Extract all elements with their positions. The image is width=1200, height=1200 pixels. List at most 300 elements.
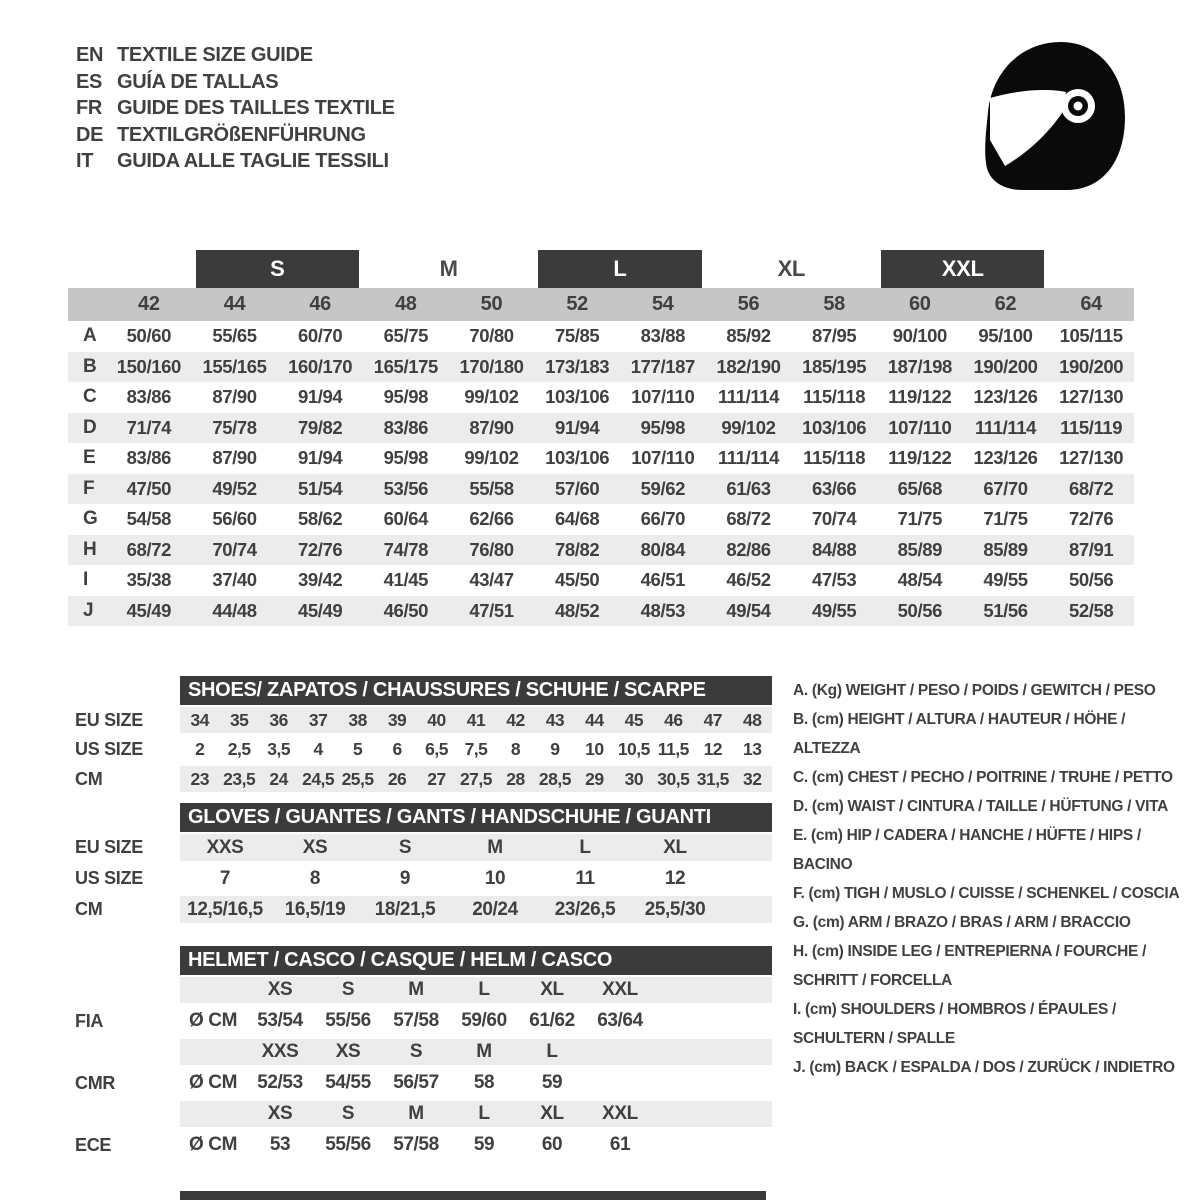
size-value-cell: 87/95	[812, 325, 857, 347]
section-value-cell: 25,5/30	[644, 898, 706, 920]
row-letter-label: H	[83, 538, 97, 560]
helmet-size-values	[180, 1101, 772, 1127]
size-value-cell: 160/170	[288, 355, 353, 377]
section-value-cell: 4	[313, 739, 323, 759]
size-table-row	[68, 596, 1134, 627]
size-value-cell: 83/86	[383, 416, 428, 438]
size-value-cell: 45/49	[126, 599, 171, 621]
size-value-cell: 55/58	[469, 477, 514, 499]
section-value-cell: 12,5/16,5	[187, 898, 263, 920]
section-value-cell: 35	[229, 709, 249, 730]
size-value-cell: 59/62	[640, 477, 685, 499]
size-value-cell: 49/55	[983, 569, 1028, 591]
size-group-label: L	[538, 250, 701, 288]
size-value-cell: 83/86	[126, 386, 171, 408]
size-value-cell: 80/84	[640, 538, 685, 560]
size-value-cell: 63/66	[812, 477, 857, 499]
helmet-size-label: M	[476, 1041, 492, 1062]
section-value-cell: 47	[703, 709, 723, 730]
size-value-cell: 41/45	[383, 569, 428, 591]
section-value-cell: 2,5	[227, 739, 251, 759]
size-table-row	[68, 535, 1134, 566]
shoes-section-title: SHOES/ ZAPATOS / CHAUSSURES / SCHUHE / SCARPE	[180, 676, 772, 705]
size-value-cell: 173/183	[545, 355, 610, 377]
size-value-cell: 43/47	[469, 569, 514, 591]
section-value-cell: L	[579, 836, 591, 858]
helmet-section-title: HELMET / CASCO / CASQUE / HELM / CASCO	[180, 946, 772, 975]
helmet-size-label: L	[478, 979, 490, 1000]
helmet-value-row	[75, 1127, 775, 1163]
helmet-value-row	[75, 1003, 775, 1039]
section-row-label: EU SIZE	[75, 709, 143, 730]
size-value-cell: 48/54	[897, 569, 942, 591]
helmet-value-cell: 56/57	[393, 1072, 439, 1093]
size-value-cell: 91/94	[298, 386, 343, 408]
size-group-label: XL	[777, 256, 806, 281]
size-value-cell: 84/88	[812, 538, 857, 560]
size-value-cell: 99/102	[721, 416, 776, 438]
language-title-block	[76, 42, 395, 175]
section-value-cell: 10	[585, 739, 604, 759]
section-value-cell: 28,5	[538, 768, 571, 789]
section-value-cell: 36	[269, 709, 288, 730]
section-value-cell: 11	[575, 867, 595, 889]
size-value-cell: 83/86	[126, 447, 171, 469]
section-value-cell: 40	[427, 709, 446, 730]
section-row	[75, 735, 775, 764]
section-value-cell: 31,5	[696, 768, 729, 789]
size-value-cell: 53/56	[383, 477, 428, 499]
size-value-cell: 47/50	[126, 477, 171, 499]
numeric-size: 56	[737, 293, 760, 315]
legend-item: G. (cm) ARM / BRAZO / BRAS / ARM / BRACCIO	[793, 914, 1131, 931]
section-row-label: CM	[75, 768, 103, 789]
helmet-size-label: L	[546, 1041, 558, 1062]
legend-item: A. (Kg) WEIGHT / PESO / POIDS / GEWITCH / PESO	[793, 682, 1156, 699]
size-value-cell: 51/54	[298, 477, 343, 499]
section-row	[75, 896, 775, 923]
section-value-cell: 23/26,5	[554, 898, 616, 920]
size-value-cell: 105/115	[1059, 325, 1123, 347]
size-value-cell: 111/114	[717, 386, 779, 408]
gloves-section-title: GLOVES / GUANTES / GANTS / HANDSCHUHE / GUANTI	[180, 803, 772, 832]
language-title: TEXTILGRÖßENFÜHRUNG	[117, 123, 366, 146]
section-value-cell: 30	[624, 768, 644, 789]
helmet-size-label: XL	[540, 979, 564, 1000]
size-value-cell: 52/58	[1069, 599, 1114, 621]
helmet-value-cell: 59	[541, 1072, 563, 1093]
section-row	[75, 766, 775, 792]
size-value-cell: 70/74	[812, 508, 857, 530]
size-value-cell: 49/55	[812, 599, 857, 621]
section-row-label	[75, 977, 180, 1003]
helmet-standard-label: CMR	[75, 1072, 116, 1093]
helmet-value-cell: 60	[541, 1134, 563, 1155]
size-value-cell: 155/165	[202, 355, 267, 377]
size-value-cell: 48/53	[640, 599, 685, 621]
helmet-value-cell: 54/55	[325, 1072, 371, 1093]
section-value-cell: 9	[399, 867, 411, 889]
size-table-row	[68, 474, 1134, 505]
legend-item: D. (cm) WAIST / CINTURA / TAILLE / HÜFTUNG / VITA	[793, 798, 1169, 815]
helmet-values	[180, 1127, 772, 1163]
helmet-standard-label: FIA	[75, 1010, 104, 1031]
helmet-size-values	[180, 1039, 772, 1065]
section-value-cell: 25,5	[341, 768, 374, 789]
row-letter-label: D	[83, 416, 97, 438]
size-table-row	[68, 382, 1134, 413]
helmet-value-cell: 52/53	[257, 1072, 303, 1093]
size-value-cell: 170/180	[459, 355, 524, 377]
section-value-cell: 6,5	[425, 739, 448, 759]
section-value-cell: 45	[624, 709, 644, 730]
helmet-size-label: M	[408, 979, 424, 1000]
helmet-value-cell: 61	[609, 1134, 631, 1155]
cropped-next-section-bar	[180, 1191, 766, 1200]
size-value-cell: 150/160	[116, 355, 181, 377]
section-value-cell: M	[487, 836, 503, 858]
section-value-cell: 20/24	[472, 898, 518, 920]
size-value-cell: 55/65	[212, 325, 257, 347]
size-value-cell: 49/52	[212, 477, 257, 499]
size-value-cell: 57/60	[555, 477, 600, 499]
helmet-size-label: XS	[267, 979, 293, 1000]
language-row	[76, 42, 395, 69]
helmet-size-label: XS	[267, 1103, 293, 1124]
size-value-cell: 190/200	[973, 355, 1038, 377]
helmet-size-values	[180, 977, 772, 1003]
size-value-cell: 103/106	[802, 416, 867, 438]
section-value-cell: 9	[550, 739, 560, 759]
size-value-cell: 72/76	[298, 538, 343, 560]
helmet-value-cell: 59	[473, 1134, 495, 1155]
size-value-cell: 85/89	[983, 538, 1028, 560]
helmet-value-cell: 61/62	[529, 1010, 575, 1031]
helmet-size-label: S	[341, 1103, 355, 1124]
size-value-cell: 95/98	[640, 416, 685, 438]
helmet-size-label: M	[408, 1103, 424, 1124]
size-value-cell: 60/70	[298, 325, 343, 347]
section-value-cell: 32	[743, 768, 762, 789]
numeric-size: 42	[138, 293, 160, 315]
size-value-cell: 90/100	[892, 325, 947, 347]
size-group-label: XXL	[881, 250, 1044, 288]
size-value-cell: 60/64	[383, 508, 428, 530]
size-value-cell: 75/85	[555, 325, 600, 347]
language-row	[76, 69, 395, 96]
section-row-label: CM	[75, 899, 103, 919]
size-value-cell: 107/110	[888, 416, 952, 438]
size-value-cell: 87/90	[212, 447, 257, 469]
numeric-size: 60	[908, 293, 931, 315]
section-value-cell: 27	[427, 768, 446, 789]
row-letter-label: F	[83, 477, 95, 499]
legend-item: F. (cm) TIGH / MUSLO / CUISSE / SCHENKEL / COSCIA	[793, 885, 1180, 902]
size-value-cell: 115/118	[803, 447, 866, 469]
size-group-header-row	[68, 250, 1134, 288]
section-row-values	[180, 834, 772, 861]
section-value-cell: 24,5	[302, 768, 335, 789]
helmet-value-cell: 53/54	[257, 1010, 303, 1031]
size-group-label: S	[196, 250, 359, 288]
size-value-cell: 50/56	[1069, 569, 1114, 591]
section-value-cell: 48	[743, 709, 762, 730]
helmet-size-label: XL	[540, 1103, 564, 1124]
helmet-value-cell: 63/64	[597, 1010, 643, 1031]
size-value-cell: 87/90	[469, 416, 514, 438]
size-value-cell: 71/75	[897, 508, 942, 530]
section-row-label: US SIZE	[75, 868, 143, 888]
section-value-cell: 18/21,5	[374, 898, 436, 920]
size-value-cell: 123/126	[973, 447, 1038, 469]
helmet-size-label: XXL	[602, 1103, 638, 1124]
size-value-cell: 107/110	[631, 447, 695, 469]
diameter-unit-label: Ø CM	[188, 1010, 237, 1031]
size-value-cell: 62/66	[469, 508, 514, 530]
size-value-cell: 95/98	[383, 447, 428, 469]
size-value-cell: 103/106	[545, 447, 610, 469]
size-value-cell: 99/102	[464, 386, 519, 408]
section-value-cell: 37	[308, 709, 328, 730]
section-value-cell: 10	[484, 867, 506, 889]
section-row-values	[180, 863, 772, 894]
size-value-cell: 47/53	[812, 569, 857, 591]
size-table-row	[68, 413, 1134, 444]
section-row	[75, 707, 775, 733]
section-row-label	[75, 1039, 180, 1065]
section-value-cell: 24	[269, 768, 288, 789]
size-value-cell: 35/38	[126, 569, 171, 591]
section-value-cell: S	[398, 836, 412, 858]
language-title: GUÍA DE TALLAS	[117, 70, 279, 93]
size-value-cell: 65/68	[897, 477, 942, 499]
measurement-legend	[793, 676, 1191, 1082]
section-value-cell: 11,5	[657, 739, 689, 759]
helmet-values	[180, 1003, 772, 1039]
helmet-section	[75, 946, 775, 1163]
section-value-cell: XXS	[206, 836, 244, 858]
size-value-cell: 76/80	[469, 538, 514, 560]
section-value-cell: 23,5	[223, 768, 256, 789]
size-table-body	[68, 321, 1134, 626]
size-value-cell: 123/126	[973, 386, 1038, 408]
size-value-cell: 119/122	[888, 447, 952, 469]
section-value-cell: 2	[195, 739, 205, 759]
textile-size-table	[68, 250, 1134, 626]
row-letter-label: J	[83, 599, 94, 621]
section-row	[75, 863, 775, 894]
size-value-cell: 99/102	[464, 447, 519, 469]
row-letter-label: B	[83, 355, 97, 377]
numeric-size: 46	[309, 293, 331, 315]
section-row-values	[180, 735, 772, 764]
helmet-value-cell: 53	[269, 1134, 291, 1155]
numeric-size: 62	[994, 293, 1017, 315]
section-row-label: EU SIZE	[75, 837, 143, 857]
helmet-size-label: XXL	[602, 979, 638, 1000]
diameter-unit-label: Ø CM	[188, 1072, 237, 1093]
size-value-cell: 165/175	[373, 355, 438, 377]
legend-item: J. (cm) BACK / ESPALDA / DOS / ZURÜCK / INDIETRO	[793, 1059, 1175, 1076]
numeric-size: 52	[566, 293, 588, 315]
section-value-cell: 44	[585, 709, 604, 730]
helmet-size-row	[75, 1039, 775, 1065]
size-value-cell: 115/119	[1060, 416, 1123, 438]
size-value-cell: 177/187	[630, 355, 695, 377]
gloves-section	[75, 803, 775, 925]
size-value-cell: 46/52	[726, 569, 771, 591]
helmet-size-row	[75, 977, 775, 1003]
size-value-cell: 46/50	[383, 599, 428, 621]
legend-item: H. (cm) INSIDE LEG / ENTREPIERNA / FOURCHE / SCHRITT / FORCELLA	[793, 943, 1147, 989]
size-value-cell: 67/70	[983, 477, 1028, 499]
section-value-cell: 8	[510, 739, 521, 759]
size-value-cell: 50/56	[897, 599, 942, 621]
helmet-standard-label: ECE	[75, 1134, 112, 1155]
section-value-cell: 42	[506, 709, 525, 730]
size-value-cell: 85/92	[726, 325, 771, 347]
section-row	[75, 834, 775, 861]
helmet-value-cell: 55/56	[325, 1134, 371, 1155]
section-row-values	[180, 766, 772, 792]
language-title: TEXTILE SIZE GUIDE	[117, 44, 313, 66]
size-table-row	[68, 352, 1134, 383]
size-value-cell: 185/195	[802, 355, 867, 377]
helmet-value-cell: 58	[473, 1072, 495, 1093]
helmet-size-label: S	[409, 1041, 423, 1062]
helmet-size-label: XS	[335, 1041, 361, 1062]
language-row	[76, 95, 395, 122]
section-value-cell: 23	[190, 768, 209, 789]
size-value-cell: 68/72	[126, 538, 171, 560]
language-code: IT	[76, 150, 94, 172]
section-value-cell: XL	[663, 836, 687, 858]
numeric-size-band	[68, 288, 1134, 321]
size-value-cell: 48/52	[555, 599, 600, 621]
section-value-cell: 34	[190, 709, 209, 730]
helmet-size-label: L	[478, 1103, 490, 1124]
size-value-cell: 72/76	[1069, 508, 1114, 530]
size-value-cell: 58/62	[298, 508, 343, 530]
size-value-cell: 75/78	[212, 416, 257, 438]
size-value-cell: 66/70	[640, 508, 685, 530]
section-row-values	[180, 896, 772, 923]
size-value-cell: 190/200	[1059, 355, 1124, 377]
language-code: FR	[76, 97, 103, 119]
diameter-unit-label: Ø CM	[188, 1134, 237, 1155]
section-value-cell: 13	[743, 739, 762, 759]
size-value-cell: 95/98	[383, 386, 428, 408]
section-value-cell: 29	[585, 768, 604, 789]
language-title: GUIDA ALLE TAGLIE TESSILI	[117, 150, 389, 172]
section-value-cell: 41	[466, 709, 486, 730]
size-value-cell: 78/82	[555, 538, 600, 560]
size-value-cell: 115/118	[803, 386, 866, 408]
legend-item: E. (cm) HIP / CADERA / HANCHE / HÜFTE / HIPS / BACINO	[793, 827, 1141, 873]
section-value-cell: 12	[703, 739, 723, 759]
section-value-cell: 16,5/19	[284, 898, 346, 920]
size-value-cell: 79/82	[298, 416, 343, 438]
helmet-value-cell: 57/58	[393, 1010, 439, 1031]
size-value-cell: 45/50	[555, 569, 600, 591]
size-value-cell: 68/72	[1069, 477, 1114, 499]
size-value-cell: 91/94	[555, 416, 600, 438]
section-row-values	[180, 707, 772, 733]
size-value-cell: 182/190	[716, 355, 781, 377]
legend-item: C. (cm) CHEST / PECHO / POITRINE / TRUHE / PETTO	[793, 769, 1173, 786]
size-value-cell: 74/78	[383, 538, 428, 560]
size-value-cell: 71/74	[126, 416, 171, 438]
size-value-cell: 39/42	[298, 569, 343, 591]
size-value-cell: 46/51	[640, 569, 685, 591]
size-value-cell: 50/60	[126, 325, 171, 347]
language-code: ES	[76, 70, 103, 93]
section-value-cell: 26	[387, 768, 407, 789]
language-title: GUIDE DES TAILLES TEXTILE	[117, 97, 395, 119]
language-code: EN	[76, 44, 104, 66]
size-value-cell: 56/60	[212, 508, 257, 530]
size-value-cell: 85/89	[897, 538, 942, 560]
size-value-cell: 64/68	[555, 508, 600, 530]
size-table-row	[68, 321, 1134, 352]
size-value-cell: 70/80	[469, 325, 514, 347]
shoes-section	[75, 676, 775, 794]
section-value-cell: 43	[545, 709, 565, 730]
section-value-cell: 46	[664, 709, 683, 730]
section-value-cell: 3,5	[267, 739, 291, 759]
racing-helmet-icon	[975, 36, 1135, 196]
section-value-cell: 30,5	[657, 768, 690, 789]
size-value-cell: 87/90	[212, 386, 257, 408]
numeric-size: 58	[823, 293, 845, 315]
numeric-size: 44	[223, 293, 246, 315]
size-value-cell: 37/40	[212, 569, 257, 591]
size-value-cell: 187/198	[887, 355, 952, 377]
section-value-cell: 5	[352, 739, 363, 759]
size-value-cell: 49/54	[726, 599, 771, 621]
size-value-cell: 70/74	[212, 538, 257, 560]
size-value-cell: 103/106	[545, 386, 610, 408]
size-value-cell: 45/49	[298, 599, 343, 621]
section-value-cell: 10,5	[617, 739, 650, 759]
section-value-cell: 27,5	[459, 768, 493, 789]
numeric-size: 50	[480, 293, 503, 315]
language-code: DE	[76, 123, 104, 146]
size-value-cell: 83/88	[640, 325, 685, 347]
size-value-cell: 95/100	[978, 325, 1033, 347]
legend-item: I. (cm) SHOULDERS / HOMBROS / ÉPAULES / SCHULTERN / SPALLE	[793, 1001, 1117, 1047]
size-value-cell: 127/130	[1059, 447, 1124, 469]
section-value-cell: 39	[387, 709, 407, 730]
size-value-cell: 65/75	[383, 325, 428, 347]
size-value-cell: 54/58	[126, 508, 171, 530]
helmet-value-row	[75, 1065, 775, 1101]
size-value-cell: 71/75	[983, 508, 1028, 530]
size-value-cell: 87/91	[1069, 538, 1114, 560]
row-letter-label: I	[83, 569, 88, 591]
language-row	[76, 148, 395, 175]
size-value-cell: 107/110	[631, 386, 695, 408]
section-value-cell: 12	[664, 867, 686, 889]
section-value-cell: 7,5	[464, 739, 488, 759]
section-row-label: US SIZE	[75, 739, 143, 759]
row-letter-label: A	[83, 325, 97, 347]
section-value-cell: 6	[392, 739, 402, 759]
section-value-cell: XS	[302, 836, 328, 858]
section-value-cell: 8	[309, 867, 321, 889]
size-value-cell: 111/114	[717, 447, 779, 469]
numeric-size: 48	[394, 293, 417, 315]
